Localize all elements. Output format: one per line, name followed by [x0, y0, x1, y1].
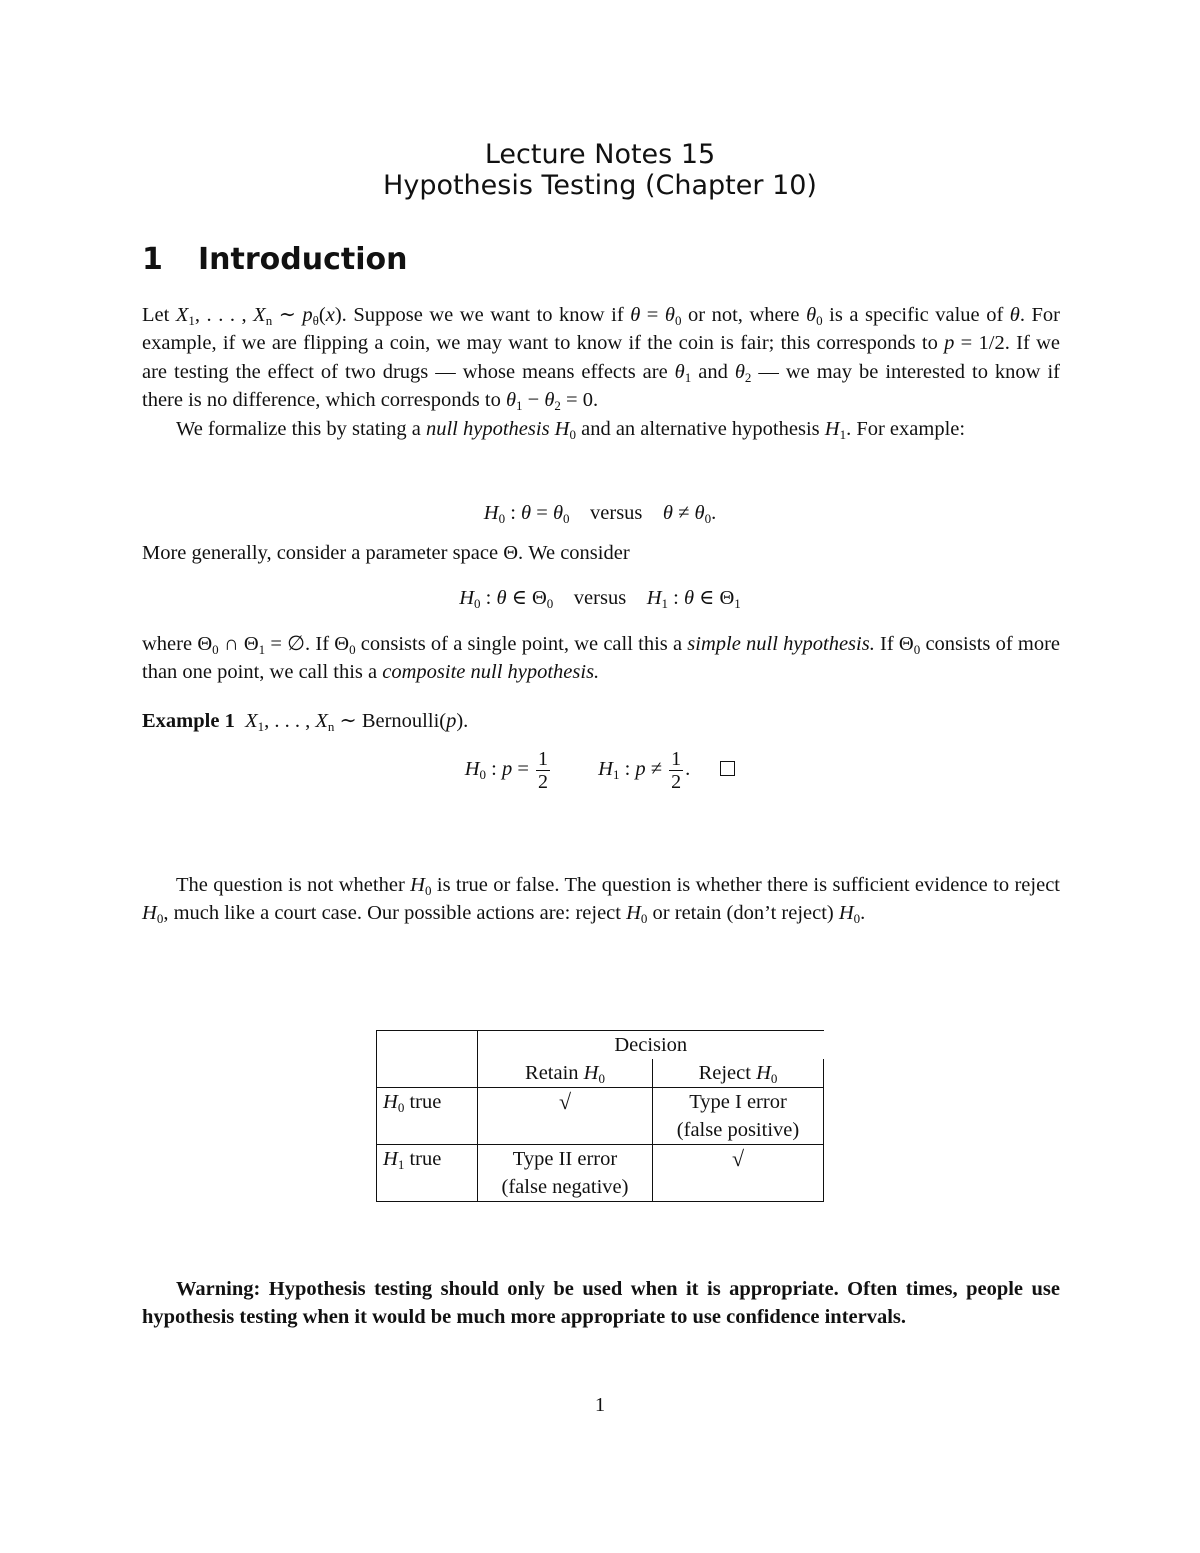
qed-square-icon [720, 761, 735, 776]
simple-composite-paragraph: where $\Theta_0$ ∩ $\Theta_1$ = ∅. If $\Theta_0$ consists of a single point, we call this a simple null hypothesis. If $\Theta_0$ consists of more than one point, we call this a composite null hypothesis. [142, 633, 1061, 684]
lecture-title: Lecture Notes 15 [484, 139, 716, 170]
section-heading [142, 242, 407, 278]
h1-true-label: $H_1$ true [377, 1145, 478, 1202]
retain-h0-true-cell [478, 1088, 653, 1145]
decision-header: Decision [478, 1031, 824, 1060]
equation-simple-hypothesis: $H_0$ : $\theta = \theta_0$ versus $\theta \ne \theta_0$. [483, 502, 717, 526]
type-two-error-cell: Type II error (false negative) [478, 1145, 653, 1202]
check-mark-icon: √ [731, 1146, 745, 1171]
warning-paragraph: Warning: Hypothesis testing should only be used when it is appropriate. Often times, people use hypothesis testing when it would be much more appropriate to use confidence intervals. [142, 1278, 1060, 1329]
section-title: Introduction [198, 242, 408, 277]
check-mark-icon: √ [558, 1089, 572, 1114]
question-paragraph: The question is not whether $H_0$ is true or false. The question is whether there is sufficient evidence to reject $H_0$, much like a court case. Our possible actions are: reject $H_0$ or retain (don’t reject) $H_0$. [142, 874, 1060, 927]
reject-h1-true-cell [653, 1145, 824, 1202]
lecture-subtitle: Hypothesis Testing (Chapter 10) [383, 170, 817, 201]
example-label: Example 1 [142, 710, 235, 732]
example-line: Example 1 $X_1$, . . . , $X_n$ ∼ Bernoulli(p). [142, 710, 469, 734]
section-number: 1 [142, 242, 163, 277]
equation-bernoulli-hypothesis: $H_0$ : p = $\frac{1}{2}$ $H_1$ : p ≠ $\frac{1}{2}$ . [0, 748, 1200, 793]
parameter-space-paragraph: More generally, consider a parameter space Θ. We consider [142, 542, 630, 564]
empty-corner-cell [377, 1031, 478, 1088]
intro-paragraph: Let $X_1$, . . . , $X_n$ ∼ $p_\theta(x)$. Suppose we we want to know if $\theta = \theta_0$ or not, where $\theta_0$ is a specific value of θ. For example, if we are flipping a coin, we may want to know if the coin is fair; this corresponds to p = 1/2. If we are testing the effect of two drugs — whose means effects are $\theta_1$ and $\theta_2$ — we may be interested to know if there is no difference, which corresponds to $\theta_1 - \theta_2 = 0$. We formalize this by stating a null hypothesis $H_0$ and an alternative hypothesis $H_1$. For example: [142, 304, 1061, 442]
type-one-error-cell: Type I error (false positive) [653, 1088, 824, 1145]
decision-table [376, 1030, 824, 1202]
equation-general-hypothesis: $H_0$ : θ ∈ $\Theta_0$ versus $H_1$ : θ ∈ $\Theta_1$ [459, 587, 741, 611]
page-number: 1 [594, 1394, 606, 1416]
h0-true-label: $H_0$ true [377, 1088, 478, 1145]
reject-header: Reject $H_0$ [653, 1059, 824, 1088]
retain-header: Retain $H_0$ [478, 1059, 653, 1088]
